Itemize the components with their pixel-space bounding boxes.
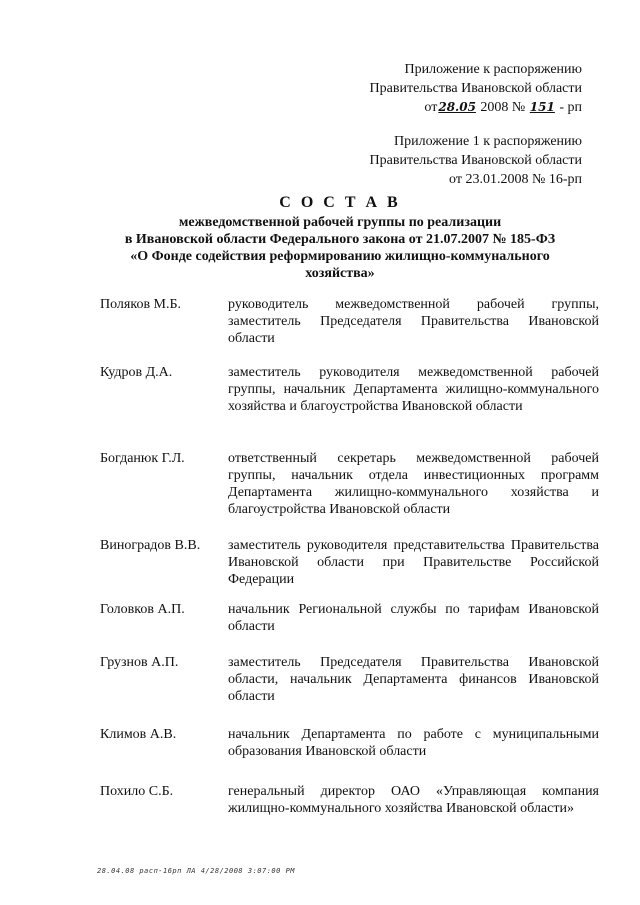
member-name: Головков А.П.	[100, 602, 185, 617]
date-prefix: от	[424, 100, 438, 115]
member-role: заместитель руководителя представительства Правительства Ивановской области при Правительстве Российской Федерации	[228, 538, 599, 587]
member-name: Климов А.В.	[100, 727, 177, 742]
appendix-line-1: Приложение к распоряжению	[404, 62, 582, 77]
member-name: Грузнов А.П.	[100, 655, 179, 670]
document-footer: 28.04.08 расп-16рп ЛА 4/28/2008 3:07:00 PM	[97, 867, 296, 875]
member-name: Кудров Д.А.	[100, 365, 173, 380]
member-role: генеральный директор ОАО «Управляющая компания жилищно-коммунального хозяйства Ивановской области»	[228, 784, 599, 816]
heading-line-4: хозяйства»	[305, 266, 375, 281]
member-role: заместитель Председателя Правительства Ивановской области, начальник Департамента финансов Ивановской области	[228, 655, 599, 704]
appendix-original-line-1: Приложение 1 к распоряжению	[394, 134, 582, 149]
member-role: ответственный секретарь межведомственной рабочей группы, начальник отдела инвестиционных программ Департамента жилищно-коммунального хозяйства и благоустройства Ивановской области	[228, 451, 599, 517]
heading-title: С О С Т А В	[279, 194, 401, 211]
appendix-header-original	[370, 132, 582, 189]
date-year: 2008 №	[480, 100, 526, 115]
heading-line-1: межведомственной рабочей группы по реализации	[178, 215, 502, 230]
member-role: заместитель руководителя межведомственной рабочей группы, начальник Департамента жилищно-коммунального хозяйства и благоустройства Ивановской области	[228, 365, 599, 414]
appendix-header-current	[370, 60, 582, 117]
appendix-original-line-3: от 23.01.2008 № 16-рп	[449, 172, 582, 187]
appendix-original-line-2: Правительства Ивановской области	[369, 153, 582, 168]
heading-line-2: в Ивановской области Федерального закона от 21.07.2007 № 185-ФЗ	[124, 232, 556, 247]
member-role: начальник Департамента по работе с муниципальными образования Ивановской области	[228, 727, 599, 759]
appendix-line-2: Правительства Ивановской области	[369, 81, 582, 96]
document-heading	[60, 192, 620, 282]
member-name: Виноградов В.В.	[100, 538, 201, 553]
member-role: руководитель межведомственной рабочей группы, заместитель Председателя Правительства Ивановской области	[228, 297, 599, 346]
heading-line-3: «О Фонде содействия реформированию жилищно-коммунального	[130, 249, 550, 264]
member-name: Похило С.Б.	[100, 784, 174, 799]
member-name: Богданюк Г.Л.	[100, 451, 185, 466]
handwritten-number: 151	[529, 100, 555, 114]
appendix-date-line	[370, 98, 582, 117]
order-suffix: - рп	[559, 100, 582, 115]
member-role: начальник Региональной службы по тарифам Ивановской области	[228, 602, 599, 634]
handwritten-date: 28.05	[438, 100, 476, 114]
member-name: Поляков М.Б.	[100, 297, 182, 312]
